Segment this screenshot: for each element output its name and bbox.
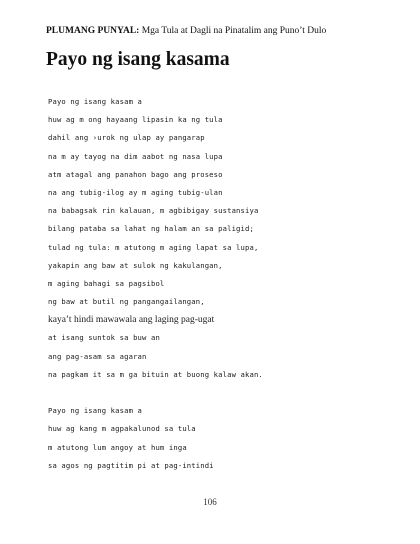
- poem-line: ang pag-asam sa agaran: [48, 351, 147, 361]
- poem-line: huw ag m ong hayaang lipasin ka ng tula: [48, 115, 223, 125]
- poem-line: Payo ng isang kasam a: [48, 97, 143, 106]
- poem-line: na babagsak rin kalauan, m agbibigay sustansiya: [48, 206, 259, 216]
- page-number: 106: [203, 497, 217, 507]
- book-subtitle: Mga Tula at Dagli na Pinatalim ang Puno’t Dulo: [139, 26, 327, 36]
- poem-line: kaya’t hindi mawawala ang laging pag-ugat: [48, 315, 215, 326]
- poem-title: Payo ng isang kasama: [46, 49, 230, 70]
- poem-body: [48, 93, 388, 475]
- poem-line: yakapin ang baw at sulok ng kakulangan,: [48, 260, 223, 270]
- poem-line: na pagkam it sa m ga bituin at buong kalaw akan.: [48, 369, 263, 379]
- poem-line: na ang tubig-ilog ay m aging tubig-ulan: [48, 187, 223, 197]
- poem-line: huw ag kang m agpakalunod sa tula: [48, 424, 196, 434]
- poem-line: na m ay tayog na dim aabot ng nasa lupa: [48, 151, 223, 161]
- stanza-break: [48, 384, 388, 402]
- poem-line: m atutong lum angoy at hum inga: [48, 442, 187, 452]
- poem-line: Payo ng isang kasam a: [48, 406, 143, 416]
- poem-line: at isang suntok sa buw an: [48, 333, 160, 343]
- poem-line: m aging bahagi sa pagsibol: [48, 278, 165, 288]
- poem-line: atm atagal ang panahon bago ang proseso: [48, 169, 223, 179]
- poem-line: bilang pataba sa lahat ng halam an sa paligid;: [48, 224, 254, 234]
- poem-line: ng baw at butil ng pangangailangan,: [48, 297, 205, 307]
- poem-line: sa agos ng pagtitim pi at pag-intindi: [48, 460, 214, 470]
- running-header: [46, 25, 406, 37]
- poem-line: tulad ng tula: m atutong m aging lapat sa lupa,: [48, 242, 259, 252]
- poem-line: dahil ang ›urok ng ulap ay pangarap: [48, 133, 205, 143]
- book-title: PLUMANG PUNYAL:: [46, 26, 140, 36]
